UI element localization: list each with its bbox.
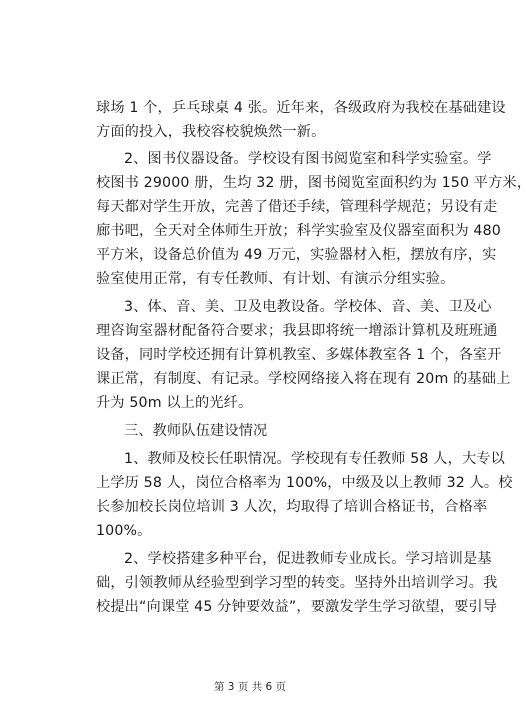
body-text-line: 上学历 58 人，岗位合格率为 100%，中级及以上教师 32 人。校 [96, 475, 513, 491]
body-text-line: 每天都对学生开放，完善了借还手续，管理科学规范；另设有走 [96, 199, 498, 215]
body-text-line: 校提出“向课堂 45 分钟要效益”，要激发学生学习欲望，要引导 [96, 599, 498, 615]
body-text-line: 廊书吧，全天对全体师生开放；科学实验室及仪器室面积为 480 [96, 223, 501, 239]
paragraph-start-line: 1、教师及校长任职情况。学校现有专任教师 58 人，大专以 [124, 451, 505, 467]
body-text-line: 课正常，有制度、有记录。学校网络接入将在现有 20m 的基础上 [96, 371, 511, 387]
section-heading: 三、教师队伍建设情况 [124, 423, 268, 439]
body-text-line: 长参加校长岗位培训 3 人次，均取得了培训合格证书，合格率 [96, 499, 488, 515]
paragraph-start-line: 3、体、音、美、卫及电教设备。学校体、音、美、卫及心 [124, 299, 492, 315]
body-text-line: 球场 1 个，乒乓球桌 4 张。近年来，各级政府为我校在基础建设 [96, 100, 506, 116]
body-text-line: 100%。 [96, 523, 152, 539]
body-text-line: 方面的投入，我校容校貌焕然一新。 [96, 124, 326, 140]
body-text-line: 验室使用正常，有专任教师、有计划、有演示分组实验。 [96, 271, 455, 287]
paragraph-start-line: 2、图书仪器设备。学校设有图书阅览室和科学实验室。学 [124, 151, 492, 167]
body-text-line: 升为 50m 以上的光纤。 [96, 395, 253, 411]
body-text-line: 校图书 29000 册，生均 32 册，图书阅览室面积约为 150 平方米， [96, 175, 531, 191]
paragraph-start-line: 2、学校搭建多种平台，促进教师专业成长。学习培训是基 [124, 551, 492, 567]
body-text-line: 础，引领教师从经验型到学习型的转变。坚持外出培训学习。我 [96, 575, 498, 591]
body-text-line: 理咨询室器材配备符合要求；我县即将统一增添计算机及班班通 [96, 323, 498, 339]
page-number-footer: 第 3 页 共 6 页 [213, 681, 287, 693]
body-text-line: 平方米，设备总价值为 49 万元，实验器材入柜，摆放有序，实 [96, 247, 497, 263]
body-text-line: 设备，同时学校还拥有计算机教室、多媒体教室各 1 个，各室开 [96, 347, 502, 363]
